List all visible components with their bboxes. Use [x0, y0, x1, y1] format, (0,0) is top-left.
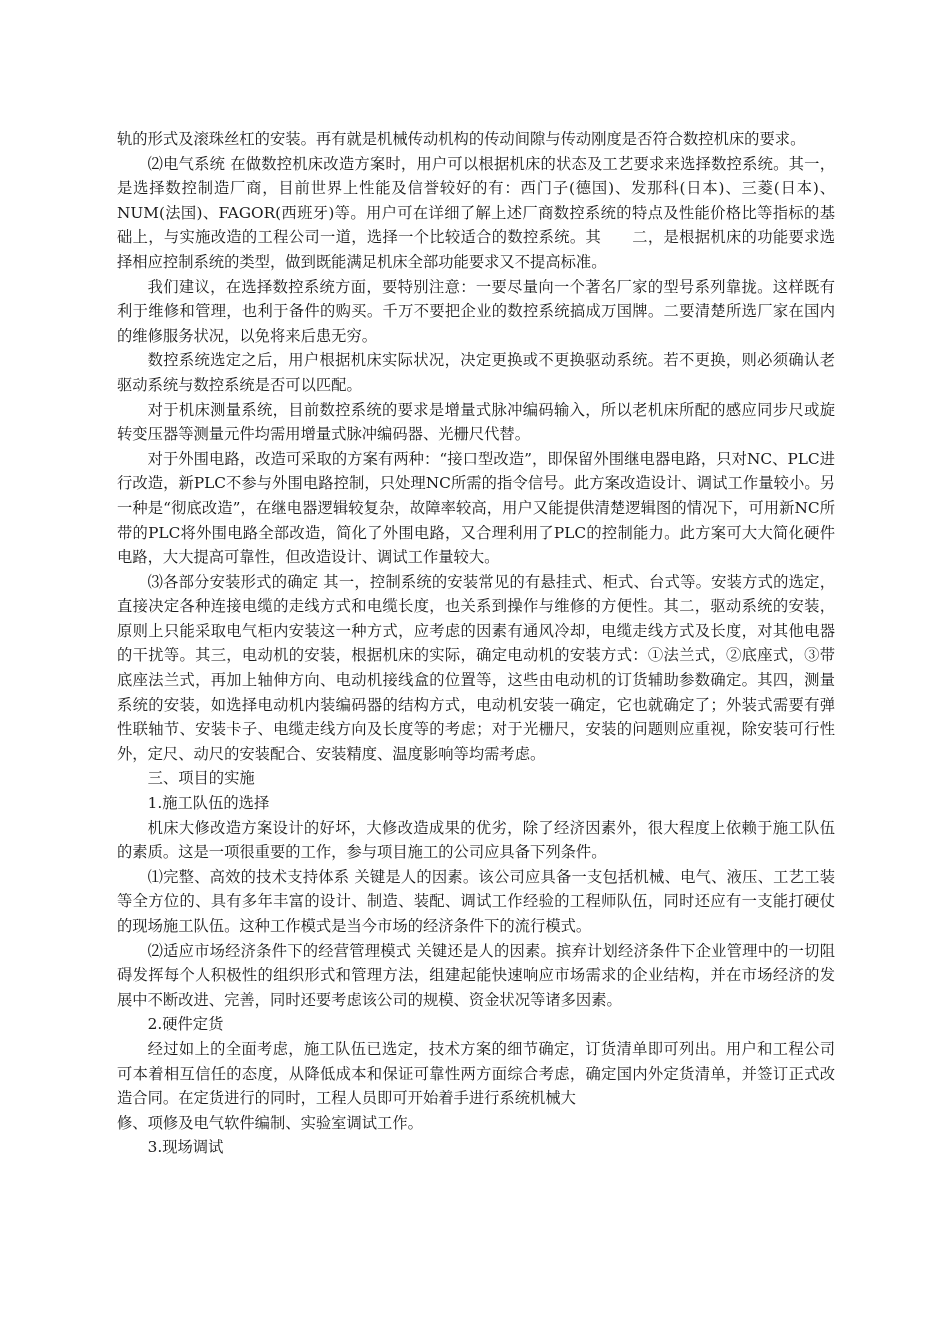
- subheading-hardware-order: 2.硬件定货: [147, 1015, 224, 1034]
- paragraph-drive-system: 数控系统选定之后，用户根据机床实际状况，决定更换或不更换驱动系统。若不更换，则必须确认老驱动系统与数控系统是否可以匹配。: [117, 351, 835, 394]
- paragraph-management-mode: ⑵适应市场经济条件下的经营管理模式 关键还是人的因素。摈弃计划经济条件下企业管理中的一切阻碍发挥每个人积极性的组织形式和管理方法，组建起能快速响应市场需求的企业结构，并在市场经济的发展中不断改进、完善，同时还要考虑该公司的规模、资金状况等诸多因素。: [117, 941, 835, 1009]
- paragraph-measurement-system: 对于机床测量系统，目前数控系统的要求是增量式脉冲编码输入，所以老机床所配的感应同步尺或旋转变压器等测量元件均需用增量式脉冲编码器、光栅尺代替。: [117, 400, 835, 444]
- subheading-team-selection: 1.施工队伍的选择: [147, 794, 270, 813]
- paragraph-order-continuation: 修、项修及电气软件编制、实验室调试工作。: [117, 1113, 423, 1132]
- paragraph-recommendation: 我们建议，在选择数控系统方面，要特别注意：一要尽量向一个著名厂家的型号系列靠拢。这样既有利于维修和管理，也利于备件的购买。千万不要把企业的数控系统搞成万国牌。二要清楚所选厂家在国内的维修服务状况，以免将来后患无穷。: [117, 277, 835, 345]
- paragraph-installation-forms: ⑶各部分安装形式的确定 其一，控制系统的安装常见的有悬挂式、柜式、台式等。安装方式的选定，直接决定各种连接电缆的走线方式和电缆长度，也关系到操作与维修的方便性。其二，驱动系统的安装，原则上只能采取电气柜内安装这一种方式，应考虑的因素有通风冷却，电缆走线方式及长度，对其他电器的干扰等。其三，电动机的安装，根据机床的实际，确定电动机的安装方式：①法兰式，②底座式，③带底座法兰式，再加上轴伸方向、电动机接线盒的位置等，这些由电动机的订货辅助参数确定。其四，测量系统的安装，如选择电动机内装编码器的结构方式，电动机安装一确定，它也就确定了；外装式需要有弹性联轴节、安装卡子、电缆走线方向及长度等的考虑；对于光栅尺，安装的问题则应重视，除安装可行性外，定尺、动尺的安装配合、安装精度、温度影响等均需考虑。: [117, 572, 835, 763]
- paragraph-technical-support: ⑴完整、高效的技术支持体系 关键是人的因素。该公司应具备一支包括机械、电气、液压、工艺工装等全方位的、具有多年丰富的设计、制造、装配、调试工作经验的工程师队伍，同时还应有一支能打硬仗的现场施工队伍。这种工作模式是当今市场的经济条件下的流行模式。: [117, 867, 835, 935]
- paragraph-peripheral-circuit: 对于外围电路，改造可采取的方案有两种：“接口型改造”，即保留外围继电器电路，只对NC、PLC进行改造，新PLC不参与外围电路控制，只处理NC所需的指令信号。此方案改造设计、调试工作量较小。另一种是“彻底改造”，在继电器逻辑较复杂，故障率较高，用户又能提供清楚逻辑图的情况下，可用新NC所带的PLC将外围电路全部改造，简化了外围电路，又合理利用了PLC的控制能力。此方案可大大简化硬件电路，大大提高可靠性，但改造设计、调试工作量较大。: [117, 449, 835, 567]
- paragraph-guide-rail-continuation: 轨的形式及滚珠丝杠的安装。再有就是机械传动机构的传动间隙与传动刚度是否符合数控机床的要求。: [117, 130, 806, 148]
- subheading-field-debugging: 3.现场调试: [147, 1138, 224, 1157]
- paragraph-team-quality: 机床大修改造方案设计的好坏，大修改造成果的优劣，除了经济因素外，很大程度上依赖于施工队伍的素质。这是一项很重要的工作，参与项目施工的公司应具备下列条件。: [117, 818, 835, 862]
- section-heading-implementation: 三、项目的实施: [147, 769, 255, 788]
- document-body: [117, 127, 835, 1160]
- paragraph-order-list: 经过如上的全面考虑，施工队伍已选定，技术方案的细节确定，订货清单即可列出。用户和工程公司可本着相互信任的态度，从降低成本和保证可靠性两方面综合考虑，确定国内外定货清单，并签订正式改造合同。在定货进行的同时，工程人员即可开始着手进行系统机械大: [117, 1039, 835, 1108]
- paragraph-electrical-system: ⑵电气系统 在做数控机床改造方案时，用户可以根据机床的状态及工艺要求来选择数控系统。其一，是选择数控制造厂商，目前世界上性能及信誉较好的有：西门子(德国)、发那科(日本)、三菱(日本)、NUM(法国)、FAGOR(西班牙)等。用户可在详细了解上述厂商数控系统的特点及性能价格比等指标的基础上，与实施改造的工程公司一道，选择一个比较适合的数控系统。其 二，是根据机床的功能要求选择相应控制系统的类型，做到既能满足机床全部功能要求又不提高标准。: [117, 154, 835, 271]
